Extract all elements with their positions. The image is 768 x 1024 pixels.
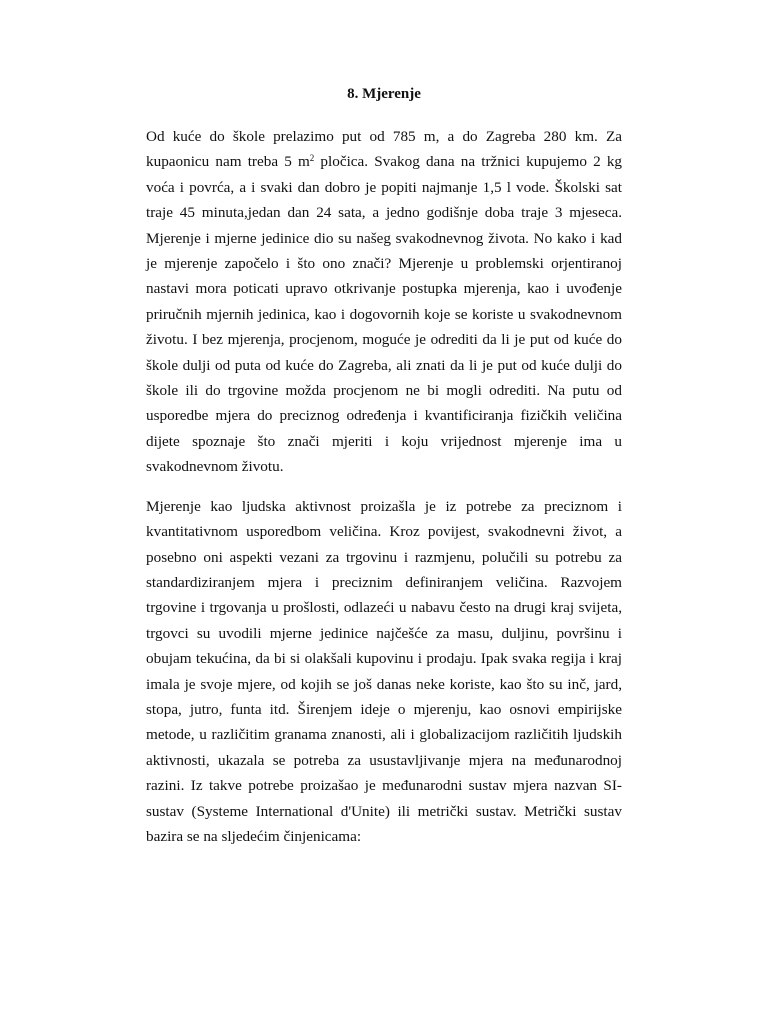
section-title: 8. Mjerenje xyxy=(347,86,421,102)
document-page xyxy=(146,84,622,849)
paragraph-1-text-b: pločica. Svakog dana na tržnici kupujemo 2 kg voća i povrća, a i svaki dan dobro je popiti najmanje 1,5 l vode. Školski sat traje 45 minuta,jedan dan 24 sata, a jedno godišnje doba traje 3 mjeseca. Mjerenje i mjerne jedinice dio su našeg svakodnevnog života. No kako i kad je mjerenje započelo i što ono znači? Mjerenje u problemski orjentiranoj nastavi mora poticati upravo otkrivanje postupka mjerenja, kao i uvođenje priručnih mjernih jedinica, kao i dogovornih koje se koriste u svakodnevnom životu. I bez mjerenja, procjenom, moguće je odrediti da li je put od kuće do škole dulji od puta od kuće do Zagreba, ali znati da li je put od kuće dulji do škole ili do trgovine možda procjenom ne bi mogli odrediti. Na putu od usporedbe mjera do preciznog određenja i kvantificiranja fizičkih veličina dijete spoznaje što znači mjeriti i koju vrijednost mjerenje ima u svakodnevnom životu. xyxy=(146,153,623,476)
paragraph-1 xyxy=(146,124,622,480)
paragraph-2: Mjerenje kao ljudska aktivnost proizašla je iz potrebe za preciznom i kvantitativnom usporedbom veličina. Kroz povijest, svakodnevni život, a posebno oni aspekti vezani za trgovinu i razmjenu, polučili su potrebu za standardiziranjem mjera i preciznim definiranjem veličina. Razvojem trgovine i trgovanja u prošlosti, odlazeći u nabavu često na drugi kraj svijeta, trgovci su uvodili mjerne jedinice najčešće za masu, duljinu, površinu i obujam tekućina, da bi si olakšali kupovinu i prodaju. Ipak svaka regija i kraj imala je svoje mjere, od kojih se još danas neke koriste, kao što su inč, jard, stopa, jutro, funta itd. Širenjem ideje o mjerenju, kao osnovi empirijske metode, u različitim granama znanosti, ali i globalizacijom različitih ljudskih aktivnosti, ukazala se potreba za usustavljivanje mjera na međunarodnoj razini. Iz takve potrebe proizašao je međunarodni sustav mjera nazvan SI-sustav (Systeme International d'Unite) ili metrički sustav. Metrički sustav bazira se na sljedećim činjenicama: xyxy=(146,497,622,845)
superscript-2: 2 xyxy=(309,153,315,164)
paragraph-1-text-a: Od kuće do škole prelazimo put od 785 m, a do Zagreba 280 km. Za kupaonicu nam treba 5 m xyxy=(146,128,622,171)
